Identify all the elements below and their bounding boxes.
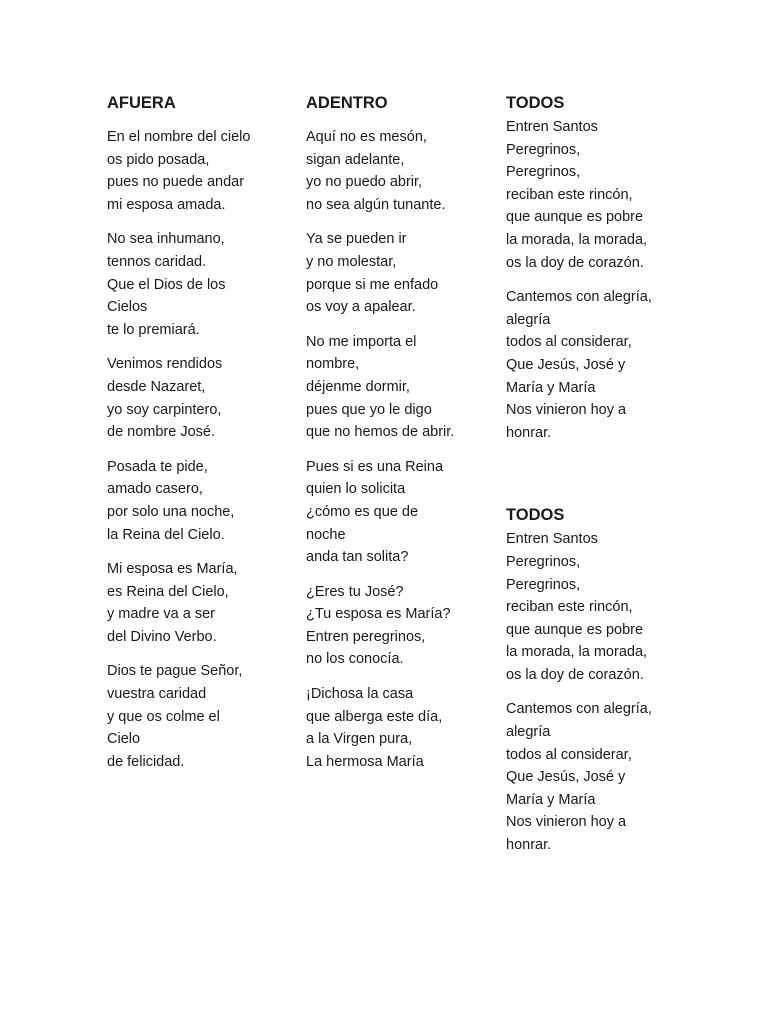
verse-line: Dios te pague Señor, (107, 663, 243, 680)
todos-2-stanza-1 (506, 528, 706, 686)
verse-line: Nos vinieron hoy a (506, 402, 627, 419)
verse-line: Que el Dios de los (107, 276, 226, 293)
verse-line: ¿cómo es que de (306, 503, 419, 520)
verse-line: que alberga este día, (306, 708, 443, 725)
verse-line: a la Virgen pura, (306, 731, 413, 748)
afuera-stanza-1 (107, 126, 297, 216)
verse-line: todos al considerar, (506, 746, 632, 763)
verse-line: vuestra caridad (107, 686, 207, 703)
adentro-stanza-3 (306, 331, 496, 444)
verse-line: pues no puede andar (107, 174, 245, 191)
verse-line: Cielos (107, 299, 148, 316)
todos-heading: TODOS (506, 94, 565, 112)
verse-line: la morada, la morada, (506, 231, 648, 248)
verse-line: La hermosa María (306, 753, 424, 770)
verse-line: reciban este rincón, (506, 599, 633, 616)
verse-line: yo no puedo abrir, (306, 174, 423, 191)
verse-line: desde Nazaret, (107, 378, 206, 395)
verse-line: que no hemos de abrir. (306, 424, 455, 441)
verse-line: déjenme dormir, (306, 378, 410, 395)
verse-line: Peregrinos, (506, 141, 581, 158)
verse-line: alegría (506, 724, 551, 741)
verse-line: y no molestar, (306, 253, 397, 270)
verse-line: la morada, la morada, (506, 644, 648, 661)
verse-line: Que Jesús, José y (506, 769, 626, 786)
verse-line: que aunque es pobre (506, 209, 644, 226)
todos-block-1 (506, 93, 706, 444)
verse-line: por solo una noche, (107, 503, 235, 520)
verse-line: Entren Santos (506, 531, 598, 548)
verse-line: María y María (506, 379, 596, 396)
afuera-heading: AFUERA (107, 94, 176, 112)
verse-line: Nos vinieron hoy a (506, 814, 627, 831)
verse-line: anda tan solita? (306, 549, 409, 566)
verse-line: yo soy carpintero, (107, 401, 222, 418)
verse-line: no sea algún tunante. (306, 196, 446, 213)
verse-line: reciban este rincón, (506, 186, 633, 203)
afuera-column (107, 93, 297, 785)
verse-line: y madre va a ser (107, 606, 215, 623)
verse-line: Venimos rendidos (107, 356, 223, 373)
verse-line: Entren Santos (506, 119, 598, 135)
verse-line: Peregrinos, (506, 576, 581, 593)
verse-line: No me importa el (306, 333, 417, 350)
afuera-stanza-3 (107, 353, 297, 443)
verse-line: Cielo (107, 731, 141, 748)
verse-line: amado casero, (107, 481, 203, 498)
afuera-stanza-4 (107, 456, 297, 546)
verse-line: de nombre José. (107, 424, 216, 441)
verse-line: Que Jesús, José y (506, 356, 626, 373)
adentro-stanza-6 (306, 683, 496, 773)
verse-line: todos al considerar, (506, 334, 632, 351)
verse-line: nombre, (306, 356, 360, 373)
adentro-stanza-4 (306, 456, 496, 569)
afuera-stanza-2 (107, 228, 297, 341)
verse-line: Peregrinos, (506, 553, 581, 570)
adentro-heading: ADENTRO (306, 94, 388, 112)
verse-line: quien lo solicita (306, 481, 406, 498)
verse-line: no los conocía. (306, 651, 404, 668)
verse-line: Ya se pueden ir (306, 231, 407, 248)
verse-line: pues que yo le digo (306, 401, 432, 418)
todos-block-2 (506, 505, 706, 856)
afuera-stanza-5 (107, 558, 297, 648)
verse-line: os la doy de corazón. (506, 666, 644, 683)
afuera-stanza-6 (107, 660, 297, 773)
verse-line: del Divino Verbo. (107, 628, 217, 645)
verse-line: os voy a apalear. (306, 299, 416, 316)
todos-1-stanza-2 (506, 286, 706, 444)
adentro-stanza-5 (306, 581, 496, 671)
verse-line: Aquí no es mesón, (306, 129, 427, 145)
verse-line: María y María (506, 791, 596, 808)
verse-line: Mi esposa es María, (107, 561, 238, 578)
verse-line: os pido posada, (107, 151, 210, 168)
adentro-stanza-2 (306, 228, 496, 318)
verse-line: tennos caridad. (107, 253, 207, 270)
verse-line: la Reina del Cielo. (107, 526, 225, 543)
verse-line: te lo premiará. (107, 321, 200, 338)
verse-line: Cantemos con alegría, (506, 701, 652, 718)
todos-2-stanza-2 (506, 698, 706, 856)
verse-line: mi esposa amada. (107, 196, 226, 213)
todos-1-stanza-1 (506, 116, 706, 274)
verse-line: Pues si es una Reina (306, 458, 444, 475)
verse-line: os la doy de corazón. (506, 254, 644, 271)
verse-line: honrar. (506, 424, 552, 441)
verse-line: Posada te pide, (107, 458, 208, 475)
verse-line: alegría (506, 311, 551, 328)
todos-heading: TODOS (506, 506, 565, 525)
adentro-column (306, 93, 496, 785)
verse-line: honrar. (506, 837, 552, 854)
todos-column (506, 93, 706, 869)
verse-line: ¡Dichosa la casa (306, 686, 414, 703)
verse-line: Cantemos con alegría, (506, 289, 652, 306)
verse-line: ¿Eres tu José? (306, 583, 404, 600)
verse-line: noche (306, 526, 346, 543)
verse-line: ¿Tu esposa es María? (306, 606, 451, 623)
verse-line: sigan adelante, (306, 151, 405, 168)
verse-line: Peregrinos, (506, 164, 581, 181)
verse-line: que aunque es pobre (506, 621, 644, 638)
verse-line: porque si me enfado (306, 276, 439, 293)
verse-line: es Reina del Cielo, (107, 583, 229, 600)
verse-line: y que os colme el (107, 708, 220, 725)
verse-line: No sea inhumano, (107, 231, 225, 248)
adentro-stanza-1 (306, 126, 496, 216)
verse-line: Entren peregrinos, (306, 628, 426, 645)
verse-line: de felicidad. (107, 753, 185, 770)
verse-line: En el nombre del cielo (107, 129, 251, 145)
